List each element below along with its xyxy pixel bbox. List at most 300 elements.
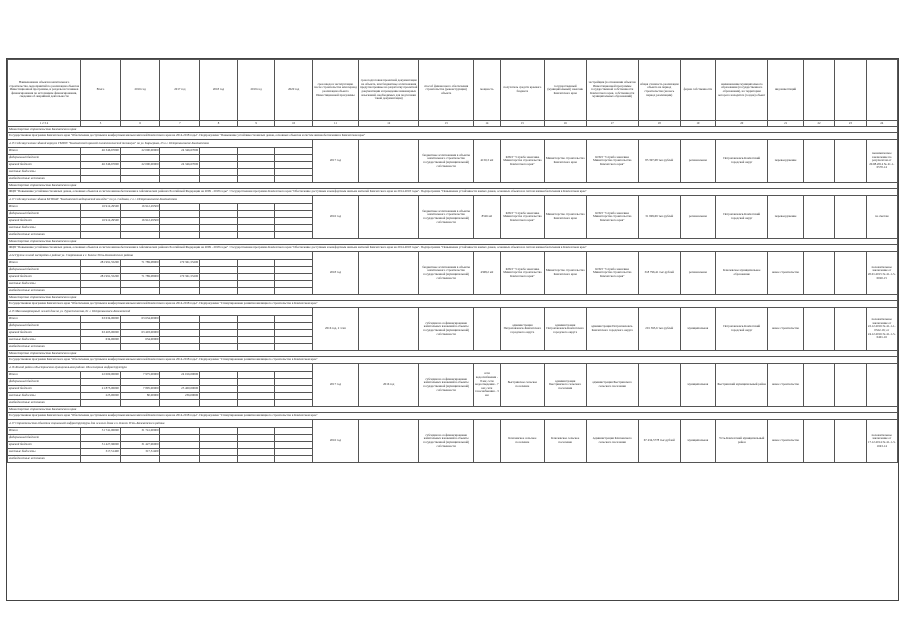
value-2016: 634,00000 [120, 337, 160, 344]
note-cell: положительное заключение от 22.12.2016 № 41-1-1-0322-16; от 24.12.2016 № 41-1-5-0401-16 [866, 308, 898, 351]
program-row [8, 301, 898, 308]
note-cell [866, 364, 898, 407]
developer-cell: КГКУ "Служба заказчика Министерства строительства Камчатского края" [586, 140, 638, 183]
extra-cell [835, 308, 866, 351]
column-header [866, 60, 898, 121]
total-value: 634,00000 [81, 337, 121, 344]
total-value [81, 323, 121, 330]
value-2017 [160, 449, 200, 456]
finance-label: Итого [8, 204, 81, 211]
value-2019 [237, 330, 275, 337]
term-cell: 2017 год [312, 140, 358, 183]
extra-cell [803, 252, 834, 295]
value-2019 [237, 379, 275, 386]
program-title: ФЦП "Повышение устойчивости жилых домов, основных объектов и систем жизнеобеспечения в сейсмических районах Российской Федерации на 2009 - 2018 годы" / Государственная программа Камчатского края "Обеспечение доступным и комфортным жильем жителей Камчатского края на 2014-2018 годы". Подпрограмма "Повышение устойчивости жилых домов, основных объектов и систем жизнеобеспечения в Камчатском крае" [8, 189, 898, 196]
ownership-cell: муниципальная [680, 364, 716, 407]
column-number: 17 [586, 121, 638, 127]
extra-cell [835, 196, 866, 239]
value-2020 [275, 428, 313, 435]
finance-label: Итого [8, 428, 81, 435]
cost-cell: 85 397,68 тыс.рублей [638, 140, 680, 183]
value-2016 [120, 232, 160, 239]
finance-label: федеральный бюджет [8, 379, 81, 386]
finance-label: местные бюджеты [8, 393, 81, 400]
design-cell [358, 140, 419, 183]
term-cell: 2016 год [312, 420, 358, 463]
finance-label: местные бюджеты [8, 449, 81, 456]
cost-cell: 201 395,6 тыс.рублей [638, 308, 680, 351]
value-2020 [275, 169, 313, 176]
header-row [8, 60, 898, 121]
value-2020 [275, 155, 313, 162]
total-value [81, 267, 121, 274]
value-2020 [275, 435, 313, 442]
column-header: 2016 год [120, 60, 160, 121]
value-2018 [200, 372, 238, 379]
method-cell: субсидии на софинансирование капитальных вложений в объекты государственной (муниципальной) собственности [419, 364, 473, 407]
extra-cell [803, 308, 834, 351]
section-title: Министерство строительства Камчатского края [8, 295, 898, 301]
value-2019 [237, 323, 275, 330]
term-cell: 2016 год, 2 этап [312, 308, 358, 351]
program-title: Государственная программа Камчатского края "Обеспечение доступным и комфортным жильем жителей Камчатского края на 2014-2018 годы". Подпрограмма "Повышение устойчивости жилых домов, основных объектов и систем жизнеобеспечения в Камчатском крае" [8, 133, 898, 140]
value-2016: 63 634,00000 [120, 316, 160, 323]
total-value [81, 211, 121, 218]
value-2017 [160, 379, 200, 386]
value-2016 [120, 288, 160, 295]
capacity-cell: 4150,3 м2 [473, 140, 500, 183]
investment-type-cell: перевооружение [768, 196, 804, 239]
extra-cell [835, 364, 866, 407]
cost-cell: 318 796,41 тыс.рублей [638, 252, 680, 295]
value-2018 [200, 155, 238, 162]
value-2017: 24 346,67000 [160, 162, 200, 169]
total-value [81, 281, 121, 288]
finance-label: краевой бюджет [8, 274, 81, 281]
investment-table [7, 59, 898, 463]
value-2017 [160, 176, 200, 183]
value-2018 [200, 288, 238, 295]
total-value: 281 991,55200 [81, 274, 121, 281]
column-number: 8 [200, 121, 238, 127]
value-2018 [200, 337, 238, 344]
customer-cell: Ключевское сельское поселение [544, 420, 586, 463]
section-title: Министерство строительства Камчатского края [8, 183, 898, 189]
finance-label: внебюджетные источники [8, 176, 81, 183]
value-2016 [120, 225, 160, 232]
value-2017 [160, 155, 200, 162]
value-2018 [200, 400, 238, 407]
value-2020 [275, 393, 313, 400]
municipality-cell: Петропавловск-Камчатский городской округ [716, 140, 768, 183]
developer-cell: Администрация Ключевского сельского поселения [586, 420, 638, 463]
program-title: Государственная программа Камчатского края "Обеспечение доступным и комфортным жильем жителей Камчатского края на 2014-2018 годы". Подпрограмма "Стимулирование развития жилищного строительства в Камчатском крае" [8, 301, 898, 308]
value-2019 [237, 225, 275, 232]
value-2019 [237, 344, 275, 351]
design-cell [358, 196, 419, 239]
value-2020 [275, 330, 313, 337]
value-2020 [275, 176, 313, 183]
design-cell [358, 420, 419, 463]
value-2020 [275, 386, 313, 393]
value-2019 [237, 281, 275, 288]
column-header: Наименование объектов капитального строительства, мероприятий по реализации объектов Инвестиционной программы, и разделы источников финансирования по источникам финансирования, сведения об аварийной деятельности [8, 60, 81, 121]
recipient-cell: Ключевское сельское поселение [500, 420, 544, 463]
value-2018 [200, 428, 238, 435]
value-2017: 24 346,67000 [160, 148, 200, 155]
value-2016 [120, 155, 160, 162]
value-2020 [275, 281, 313, 288]
finance-label: внебюджетные источники [8, 288, 81, 295]
value-2020 [275, 442, 313, 449]
extra-cell [803, 140, 834, 183]
value-2019 [237, 428, 275, 435]
municipality-cell: Ключевское муниципальное образование [716, 252, 768, 295]
total-value: 46 346,67000 [81, 162, 121, 169]
value-2020 [275, 232, 313, 239]
value-2017: 23 400,00000 [160, 386, 200, 393]
method-cell: бюджетные ассигнования в объекты капитального строительства государственной (муниципальной) собственности [419, 140, 473, 183]
value-2016 [120, 379, 160, 386]
capacity-cell [473, 308, 500, 351]
value-2018 [200, 393, 238, 400]
extra-cell [803, 420, 834, 463]
value-2018 [200, 449, 238, 456]
customer-cell: администрация Быстринского сельского поселения [544, 364, 586, 407]
value-2018 [200, 225, 238, 232]
investment-type-cell: новое строительство [768, 252, 804, 295]
column-number: 16 [544, 121, 586, 127]
value-2017 [160, 281, 200, 288]
value-2018 [200, 274, 238, 281]
column-header [803, 60, 834, 121]
value-2018 [200, 344, 238, 351]
extra-cell [803, 364, 834, 407]
extra-cell [835, 140, 866, 183]
value-2018 [200, 232, 238, 239]
finance-label: федеральный бюджет [8, 435, 81, 442]
method-cell: субсидии на софинансирование капитальных вложений в объекты государственной (муниципальной) собственности [419, 420, 473, 463]
ownership-cell: региональная [680, 140, 716, 183]
value-2016 [120, 400, 160, 407]
object-row [8, 308, 898, 316]
finance-label: краевой бюджет [8, 218, 81, 225]
object-row [8, 364, 898, 372]
column-header: наименование муниципального образования (государственного образования), на территории которого находится (создан) объект [716, 60, 768, 121]
value-2016 [120, 211, 160, 218]
note-cell: экономическое заключение по результатам от 20.08.2014 № 41-1-0570-14 [866, 140, 898, 183]
value-2018 [200, 204, 238, 211]
value-2019 [237, 442, 275, 449]
value-2016: 16 912,29500 [120, 218, 160, 225]
municipality-cell: Быстринский муниципальный район [716, 364, 768, 407]
note-cell: по сметам [866, 196, 898, 239]
value-2017 [160, 232, 200, 239]
value-2020 [275, 288, 313, 295]
value-2016: 22 000,00000 [120, 148, 160, 155]
column-number: 5 [81, 121, 121, 127]
value-2019 [237, 204, 275, 211]
object-title: 4.17 Сейсмоусиление здания КГПОАУ "Камчатский медицинский колледж" по ул. Садовая, 1 в г. Петропавловске-Камчатском [8, 196, 313, 204]
finance-label: краевой бюджет [8, 330, 81, 337]
value-2017 [160, 211, 200, 218]
object-row [8, 140, 898, 148]
recipient-cell: КГКУ "Служба заказчика Министерства строительства Камчатского края" [500, 196, 544, 239]
value-2019 [237, 162, 275, 169]
value-2018 [200, 435, 238, 442]
developer-cell: администрация Петропавловск-Камчатского городского округа [586, 308, 638, 351]
program-title: Государственная программа Камчатского края "Обеспечение доступным и комфортным жильем жителей Камчатского края на 2014-2018 годы". Подпрограмма "Стимулирование развития жилищного строительства в Камчатском крае" [8, 413, 898, 420]
design-cell: 2016 год [358, 364, 419, 407]
section-title: Министерство строительства Камчатского края [8, 407, 898, 413]
finance-label: внебюджетные источники [8, 344, 81, 351]
finance-label: Итого [8, 260, 81, 267]
value-2020 [275, 379, 313, 386]
value-2020 [275, 148, 313, 155]
value-2018 [200, 281, 238, 288]
value-2017 [160, 288, 200, 295]
value-2016: 22 000,00000 [120, 162, 160, 169]
value-2020 [275, 162, 313, 169]
object-title: 4.17 Строительство объектов социальной инфраструктуры для жилого дома в п. Ключи Усть-Камчатского района [8, 420, 313, 428]
value-2018 [200, 267, 238, 274]
value-2020 [275, 267, 313, 274]
document-sheet [6, 58, 899, 601]
total-value [81, 225, 121, 232]
value-2017 [160, 316, 200, 323]
investment-type-cell: перевооружение [768, 140, 804, 183]
value-2019 [237, 456, 275, 463]
value-2016: 71 789,08000 [120, 274, 160, 281]
value-2017 [160, 267, 200, 274]
section-title: Министерство строительства Камчатского края [8, 239, 898, 245]
value-2019 [237, 169, 275, 176]
customer-cell: Министерство строительства Камчатского края [544, 140, 586, 183]
value-2018 [200, 323, 238, 330]
column-header: 2019 год [237, 60, 275, 121]
object-row [8, 252, 898, 260]
value-2020 [275, 274, 313, 281]
column-number: 21 [768, 121, 804, 127]
method-cell: бюджетные ассигнования в объекты капитального строительства государственной (муниципальной) собственности [419, 196, 473, 239]
finance-label: внебюджетные источники [8, 400, 81, 407]
column-header [835, 60, 866, 121]
object-title: 4.16 Жилой район в Быстринском муниципальном районе. Инженерная инфраструктура [8, 364, 313, 372]
value-2020 [275, 400, 313, 407]
object-title: 4.15 Сейсмоусиление зданий корпуса ГБПОУ "Камчатский краевой политехнический техникум" по ул. Карьерная, 25 в г. Петропавловске-Камчатском [8, 140, 313, 148]
finance-label: внебюджетные источники [8, 456, 81, 463]
column-number: 19 [680, 121, 716, 127]
value-2019 [237, 435, 275, 442]
value-2016 [120, 169, 160, 176]
value-2016: 7 975,00000 [120, 372, 160, 379]
total-value: 31 741,00000 [81, 428, 121, 435]
note-cell: положительное заключение от 20.01.2015 № 41-1-5-0020-15 [866, 252, 898, 295]
value-2018 [200, 379, 238, 386]
total-value: 16 912,29500 [81, 204, 121, 211]
total-value [81, 456, 121, 463]
finance-label: федеральный бюджет [8, 323, 81, 330]
column-header: способ финансового обеспечения строительства (реконструкции) объекта [419, 60, 473, 121]
value-2017 [160, 323, 200, 330]
extra-cell [803, 196, 834, 239]
term-cell: 2016 год [312, 196, 358, 239]
value-2018 [200, 218, 238, 225]
column-number: 11 [312, 121, 358, 127]
customer-cell: Министерство строительства Камчатского края [544, 196, 586, 239]
value-2017 [160, 330, 200, 337]
value-2018 [200, 260, 238, 267]
column-number: 1 2 3 4 [8, 121, 81, 127]
capacity-cell: сети водоснабжения - 8 км; сети водоотведения - 7 км; сети газоснабжения - 3 км [473, 364, 500, 407]
object-title: 4.24 Группа жилой застройки в районе ул. Спортивная в с. Ключи Усть-Камчатского района [8, 252, 313, 260]
note-cell: положительное заключение от 17.12.2014 № 41-1-3-1043-14 [866, 420, 898, 463]
column-number: 15 [500, 121, 544, 127]
value-2018 [200, 456, 238, 463]
total-value [81, 232, 121, 239]
column-number: 24 [866, 121, 898, 127]
design-cell [358, 308, 419, 351]
finance-label: краевой бюджет [8, 442, 81, 449]
extra-cell [835, 252, 866, 295]
program-row [8, 133, 898, 140]
finance-label: Итого [8, 316, 81, 323]
section-title: Министерство строительства Камчатского края [8, 127, 898, 133]
cost-cell [638, 364, 680, 407]
value-2019 [237, 288, 275, 295]
value-2019 [237, 393, 275, 400]
finance-label: местные бюджеты [8, 169, 81, 176]
value-2018 [200, 386, 238, 393]
value-2019 [237, 155, 275, 162]
total-value: 46 346,67000 [81, 148, 121, 155]
value-2019 [237, 449, 275, 456]
program-title: ФЦП "Повышение устойчивости жилых домов, основных объектов и систем жизнеобеспечения в сейсмических районах Российской Федерации на 2009 - 2018 годы" / Государственная программа Камчатского края "Обеспечение доступным и комфортным жильем жителей Камчатского края на 2014-2018 годы". Подпрограмма "Повышение устойчивости жилых домов, основных объектов и систем жизнеобеспечения в Камчатском крае" [8, 245, 898, 252]
finance-label: федеральный бюджет [8, 267, 81, 274]
finance-label: местные бюджеты [8, 225, 81, 232]
method-cell: бюджетные ассигнования в объекты капитального строительства государственной (муниципальной) собственности [419, 252, 473, 295]
column-header: застройщик (в отношении объектов Инвестиционной программы государственной собственности Камчатского края, собственности муниципальных образований) [586, 60, 638, 121]
developer-cell: КГКУ "Служба заказчика Министерства строительства Камчатского края" [586, 252, 638, 295]
investment-type-cell: новое строительство [768, 420, 804, 463]
term-cell: 2017 год [312, 364, 358, 407]
object-row [8, 196, 898, 204]
developer-cell: КГКУ "Служба заказчика Министерства строительства Камчатского края" [586, 196, 638, 239]
value-2016: 31 741,00000 [120, 428, 160, 435]
finance-label: Итого [8, 372, 81, 379]
municipality-cell: Петропавловск-Камчатский городской округ [716, 308, 768, 351]
program-row [8, 245, 898, 252]
value-2017 [160, 225, 200, 232]
ownership-cell: муниципальная [680, 420, 716, 463]
column-header: форма собственности [680, 60, 716, 121]
column-header: Всего [81, 60, 121, 121]
municipality-cell: Петропавловск-Камчатский городской округ [716, 196, 768, 239]
recipient-cell: администрация Петропавловск-Камчатского городского округа [500, 308, 544, 351]
value-2016 [120, 281, 160, 288]
customer-cell: Министерство строительства Камчатского края [544, 252, 586, 295]
value-2018 [200, 176, 238, 183]
value-2017: 170 361,55200 [160, 260, 200, 267]
value-2017 [160, 344, 200, 351]
column-header: мощность [473, 60, 500, 121]
total-value: 317,51400 [81, 449, 121, 456]
program-row [8, 189, 898, 196]
finance-label: местные бюджеты [8, 281, 81, 288]
value-2020 [275, 218, 313, 225]
total-value [81, 169, 121, 176]
column-number: 22 [803, 121, 834, 127]
total-value: 16 912,29500 [81, 218, 121, 225]
finance-label: внебюджетные источники [8, 232, 81, 239]
column-header: 2020 год [275, 60, 313, 121]
value-2017: 24 016,00000 [160, 372, 200, 379]
recipient-cell: КГКУ "Служба заказчика Министерства строительства Камчатского края" [500, 252, 544, 295]
finance-label: краевой бюджет [8, 386, 81, 393]
capacity-cell: 8526 м2 [473, 196, 500, 239]
value-2019 [237, 260, 275, 267]
total-value: 21 875,00000 [81, 386, 121, 393]
total-value: 225,00000 [81, 393, 121, 400]
value-2019 [237, 176, 275, 183]
value-2019 [237, 267, 275, 274]
column-header: получатель средств краевого бюджета [500, 60, 544, 121]
value-2018 [200, 211, 238, 218]
column-number: 9 [237, 121, 275, 127]
value-2019 [237, 148, 275, 155]
capacity-cell: 4368,2 м2 [473, 252, 500, 295]
column-header: срок подготовки проектной документации на объекта, или бюджетные ассигнования предусмотренные на разработку проектной документации и проведение инженерных изысканий, необходимых для подготовки такой документации) [358, 60, 419, 121]
column-header: общая стоимость реализации объекта на период строительства (на весь период реализации) [638, 60, 680, 121]
value-2019 [237, 386, 275, 393]
value-2016: 71 789,08000 [120, 260, 160, 267]
value-2018 [200, 330, 238, 337]
value-2017 [160, 204, 200, 211]
value-2016: 80,00000 [120, 393, 160, 400]
recipient-cell: Быстринское сельское поселение [500, 364, 544, 407]
investment-type-cell: новое строительство [768, 364, 804, 407]
value-2018 [200, 316, 238, 323]
column-number: 18 [638, 121, 680, 127]
extra-cell [835, 420, 866, 463]
column-number: 10 [275, 121, 313, 127]
term-cell: 2018 год [312, 252, 358, 295]
ownership-cell: региональная [680, 196, 716, 239]
value-2020 [275, 225, 313, 232]
column-number: 23 [835, 121, 866, 127]
value-2019 [237, 316, 275, 323]
object-title: 4.15 Многоквартирный жилой дом по ул. Туристическая, 61 г. Петропавловск-Камчатский [8, 308, 313, 316]
value-2016: 63 403,00000 [120, 330, 160, 337]
value-2018 [200, 148, 238, 155]
value-2017 [160, 337, 200, 344]
finance-label: краевой бюджет [8, 162, 81, 169]
method-cell: субсидии на софинансирование капитальных вложений в объекты государственной (муниципальной) собственности [419, 308, 473, 351]
value-2018 [200, 162, 238, 169]
value-2017 [160, 218, 200, 225]
value-2019 [237, 218, 275, 225]
value-2016 [120, 344, 160, 351]
value-2016: 31 427,96000 [120, 442, 160, 449]
cost-cell: 67 434,5778 тыс.рублей [638, 420, 680, 463]
total-value: 22 000,00000 [81, 372, 121, 379]
value-2016: 317,51400 [120, 449, 160, 456]
total-value [81, 288, 121, 295]
value-2017: 236,00000 [160, 393, 200, 400]
value-2018 [200, 442, 238, 449]
total-value [81, 400, 121, 407]
column-number: 12 [358, 121, 419, 127]
